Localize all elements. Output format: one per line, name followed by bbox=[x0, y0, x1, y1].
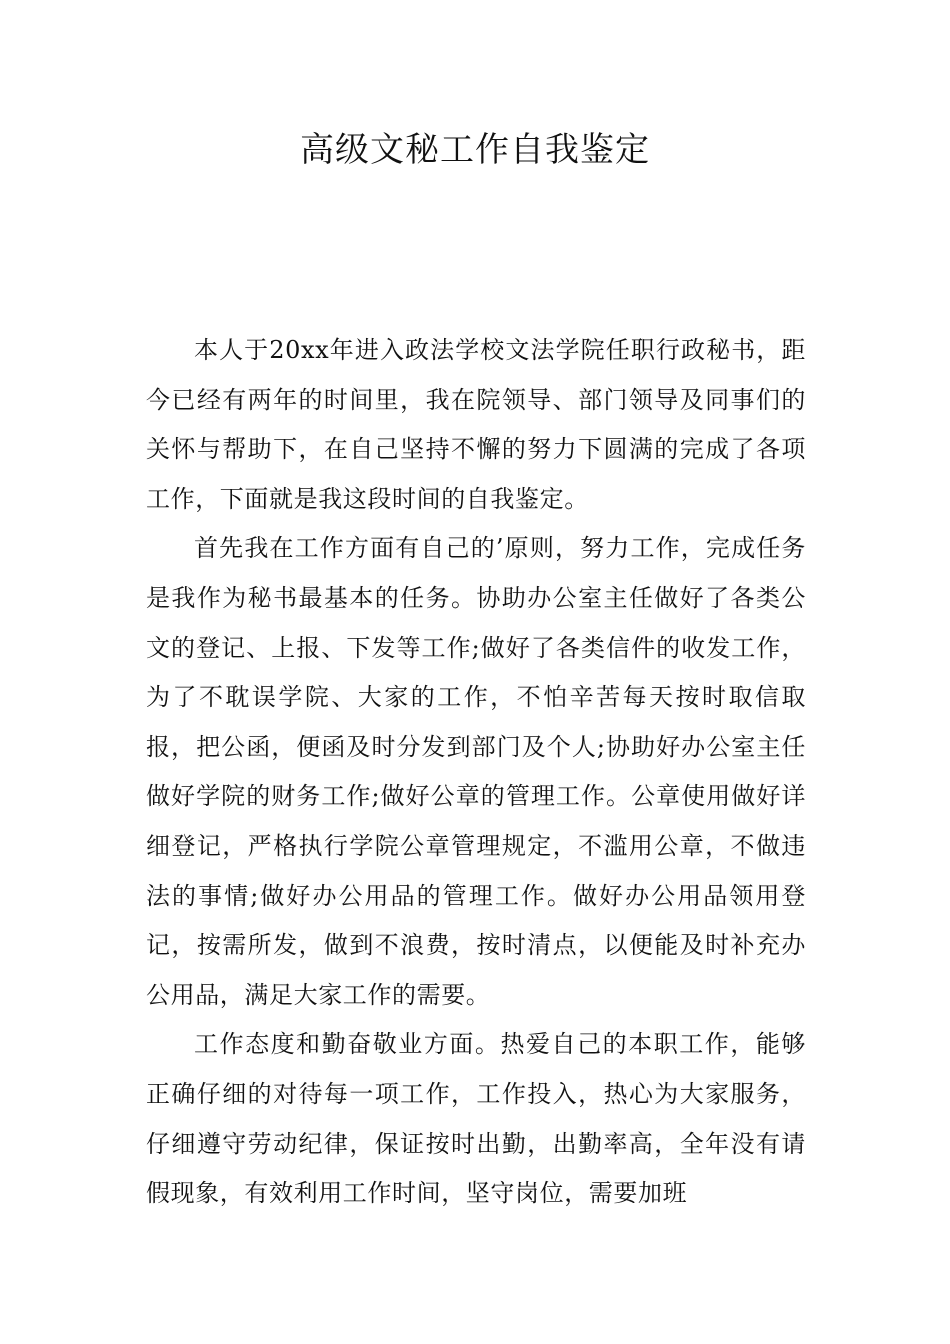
document-title: 高级文秘工作自我鉴定 bbox=[300, 130, 650, 170]
paragraph-work-attitude: 工作态度和勤奋敬业方面。热爱自己的本职工作，能够正确仔细的对待每一项工作，工作投入，热心为大家服务，仔细遵守劳动纪律，保证按时出勤，出勤率高，全年没有请假现象，有效利用工作时间，坚守岗位，需要加班 bbox=[146, 1030, 806, 1208]
document-body bbox=[146, 326, 806, 1219]
paragraph-work-principles: 首先我在工作方面有自己的’原则，努力工作，完成任务是我作为秘书最基本的任务。协助办公室主任做好了各类公文的登记、上报、下发等工作;做好了各类信件的收发工作，为了不耽误学院、大家的工作，不怕辛苦每天按时取信取报，把公函，便函及时分发到部门及个人;协助好办公室主任做好学院的财务工作;做好公章的管理工作。公章使用做好详细登记，严格执行学院公章管理规定，不滥用公章，不做违法的事情;做好办公用品的管理工作。做好办公用品领用登记，按需所发，做到不浪费，按时清点，以便能及时补充办公用品，满足大家工作的需要。 bbox=[146, 534, 806, 1009]
paragraph-intro: 本人于20xx年进入政法学校文法学院任职行政秘书，距今已经有两年的时间里，我在院领导、部门领导及同事们的关怀与帮助下，在自己坚持不懈的努力下圆满的完成了各项工作，下面就是我这段时间的自我鉴定。 bbox=[146, 336, 806, 513]
